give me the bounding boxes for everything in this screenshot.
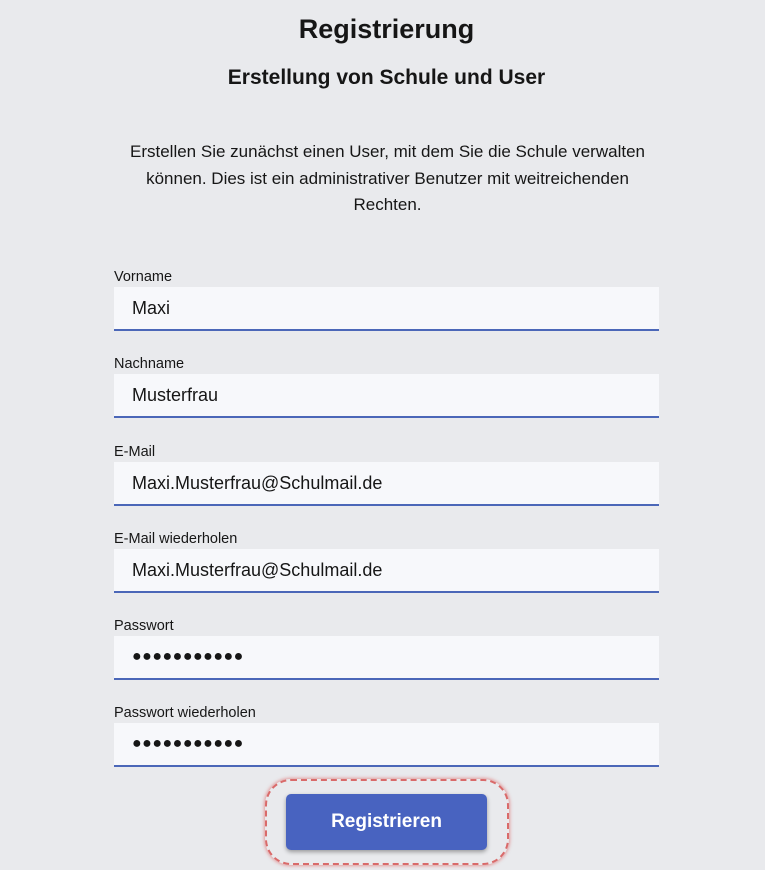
first-name-label: Vorname [114,269,173,285]
last-name-group [114,355,659,418]
page-title: Registrierung [298,14,475,44]
email-value: Maxi.Musterfrau@Schulmail.de [132,472,383,493]
password-repeat-input[interactable] [114,723,659,767]
register-button[interactable]: Registrieren [286,794,487,850]
last-name-input[interactable] [114,374,659,418]
first-name-input[interactable] [114,287,659,331]
intro-text: Erstellen Sie zunächst einen User, mit dem Sie die Schule verwalten können. Dies ist ein administrativer Benutzer mit weitreichenden Rechten. [130,142,645,214]
password-group [114,617,659,680]
email-repeat-value: Maxi.Musterfrau@Schulmail.de [132,559,383,580]
email-label: E-Mail [114,444,156,460]
email-input[interactable] [114,462,659,506]
password-label: Passwort [114,618,174,634]
email-repeat-input[interactable] [114,549,659,593]
first-name-group [114,268,659,331]
email-group [114,443,659,506]
password-repeat-group [114,704,659,767]
last-name-value: Musterfrau [132,384,219,405]
password-repeat-value: ●●●●●●●●●●● [132,735,244,752]
last-name-label: Nachname [114,356,185,372]
first-name-value: Maxi [132,297,171,318]
password-input[interactable] [114,636,659,680]
password-repeat-label: Passwort wiederholen [114,705,256,721]
email-repeat-label: E-Mail wiederholen [114,531,238,547]
password-value: ●●●●●●●●●●● [132,648,244,665]
email-repeat-group [114,530,659,593]
page-subtitle: Erstellung von Schule und User [227,66,546,89]
